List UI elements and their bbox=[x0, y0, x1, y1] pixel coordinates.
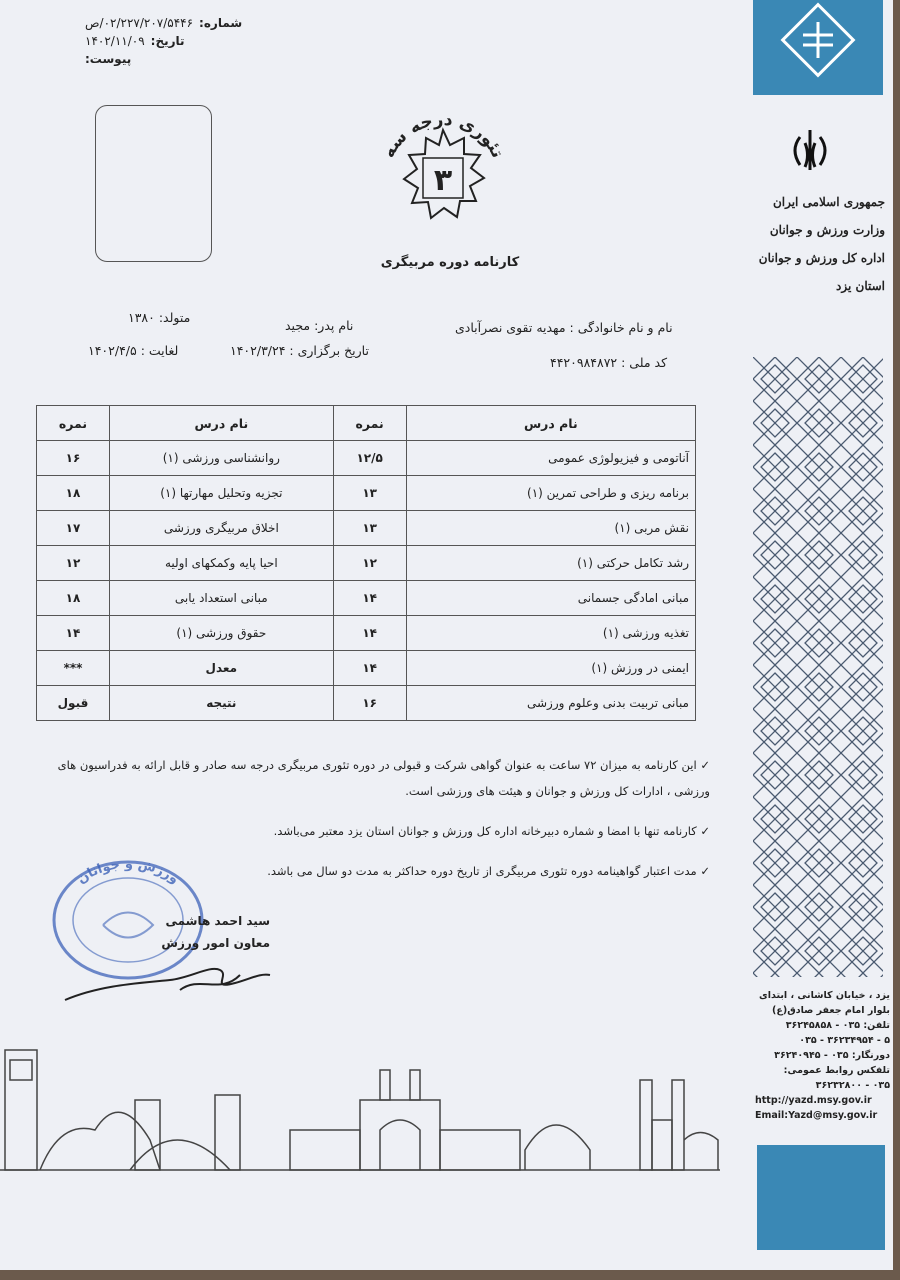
sidebar-bottom-block bbox=[757, 1145, 885, 1250]
course-name: روانشناسی ورزشی (۱) bbox=[110, 441, 334, 476]
ministry-line: اداره کل ورزش و جوانان bbox=[758, 251, 885, 265]
held-date-field bbox=[230, 343, 369, 358]
course-grade: ۱۴ bbox=[37, 616, 110, 651]
held-date-label: تاریخ برگزاری : bbox=[289, 343, 369, 358]
ministry-line: جمهوری اسلامی ایران bbox=[772, 195, 885, 209]
ministry-sidebar bbox=[745, 0, 893, 1270]
badge-grade-digit: ۳ bbox=[433, 163, 453, 198]
course-name: نقش مربی (۱) bbox=[406, 511, 695, 546]
header-grade-2: نمره bbox=[37, 406, 110, 441]
course-grade: ۱۶ bbox=[333, 686, 406, 721]
course-grade: ۱۴ bbox=[333, 651, 406, 686]
national-id-value: ۴۴۲۰۹۸۴۸۷۲ bbox=[550, 355, 618, 370]
born-field bbox=[128, 310, 190, 325]
table-row bbox=[37, 616, 696, 651]
course-grade: ۱۶ bbox=[37, 441, 110, 476]
number-label: شماره: bbox=[199, 16, 243, 30]
table-row bbox=[37, 686, 696, 721]
course-name: احیا پایه وکمکهای اولیه bbox=[110, 546, 334, 581]
course-name: برنامه ریزی و طراحی تمرین (۱) bbox=[406, 476, 695, 511]
course-grade: ۱۴ bbox=[333, 616, 406, 651]
course-grade: ۱۸ bbox=[37, 581, 110, 616]
national-id-field bbox=[550, 355, 667, 370]
email-link[interactable]: Email:Yazd@msy.gov.ir bbox=[755, 1110, 878, 1121]
table-row bbox=[37, 651, 696, 686]
ministry-name bbox=[745, 188, 885, 300]
course-name: ایمنی در ورزش (۱) bbox=[406, 651, 695, 686]
course-grade: قبول bbox=[37, 686, 110, 721]
course-grade: ۱۴ bbox=[333, 581, 406, 616]
website-link[interactable]: http://yazd.msy.gov.ir bbox=[755, 1095, 872, 1106]
letter-meta bbox=[85, 14, 285, 68]
course-name: آناتومی و فیزیولوژی عمومی bbox=[406, 441, 695, 476]
check-icon: ✓ bbox=[696, 758, 710, 772]
attachment-label: پیوست: bbox=[85, 52, 132, 66]
sidebar-top-block bbox=[753, 0, 883, 95]
course-name: مبانی تربیت بدنی وعلوم ورزشی bbox=[406, 686, 695, 721]
fax-line: دورنگار: ۰۳۵ - ۳۶۲۴۰۹۴۵ bbox=[774, 1050, 890, 1061]
handwritten-signature bbox=[60, 945, 280, 1005]
name-label: نام و نام خانوادگی : bbox=[569, 320, 673, 335]
course-grade: ۱۲ bbox=[37, 546, 110, 581]
header-grade-1: نمره bbox=[333, 406, 406, 441]
course-name: حقوق ورزشی (۱) bbox=[110, 616, 334, 651]
yazd-skyline-illustration bbox=[0, 1030, 740, 1180]
signatory-title: معاون امور ورزش bbox=[161, 936, 270, 950]
held-date-value: ۱۴۰۲/۳/۲۴ bbox=[230, 343, 286, 358]
course-grade: ۱۷ bbox=[37, 511, 110, 546]
name-value: مهدیه تقوی نصرآبادی bbox=[455, 320, 566, 335]
course-name: مبانی استعداد یابی bbox=[110, 581, 334, 616]
geometric-pattern bbox=[753, 357, 883, 977]
note-item: ✓ مدت اعتبار گواهینامه دوره تئوری مربیگری از تاریخ دوره حداکثر به مدت دو سال می باشد. bbox=[267, 864, 710, 878]
header-course-1: نام درس bbox=[406, 406, 695, 441]
ministry-line: وزارت ورزش و جوانان bbox=[769, 223, 885, 237]
phone-line: ۵ - ۳۶۲۳۴۹۵۴ - ۰۳۵ bbox=[799, 1035, 890, 1046]
course-grade: ۱۲ bbox=[333, 546, 406, 581]
date-label: تاریخ: bbox=[150, 34, 185, 48]
badge-arc-text bbox=[379, 110, 508, 161]
course-grade: ۱۳ bbox=[333, 511, 406, 546]
until-date-value: ۱۴۰۲/۴/۵ bbox=[88, 343, 137, 358]
date-value: ۱۴۰۲/۱۱/۰۹ bbox=[85, 34, 145, 48]
check-icon: ✓ bbox=[696, 824, 710, 838]
grades-table bbox=[36, 405, 696, 721]
stamp-label: ورزش و جوانان bbox=[74, 856, 182, 888]
iran-emblem-icon bbox=[785, 125, 835, 175]
course-name: تجزیه وتحلیل مهارتها (۱) bbox=[110, 476, 334, 511]
course-name: مبانی امادگی جسمانی bbox=[406, 581, 695, 616]
phone-line: تلفن: ۰۳۵ - ۳۶۲۴۵۸۵۸ bbox=[785, 1020, 890, 1031]
ministry-line: استان یزد bbox=[836, 279, 885, 293]
born-value: ۱۳۸۰ bbox=[128, 310, 155, 325]
badge-arc-label: تئوری درجه سه bbox=[378, 109, 508, 162]
check-icon: ✓ bbox=[696, 864, 710, 878]
address-line: یزد ، خیابان کاشانی ، ابتدای bbox=[759, 990, 890, 1001]
course-grade: *** bbox=[37, 651, 110, 686]
signatory-name: سید احمد هاشمی bbox=[165, 914, 270, 928]
header-course-2: نام درس bbox=[110, 406, 334, 441]
table-header-row bbox=[37, 406, 696, 441]
table-row bbox=[37, 581, 696, 616]
course-name: رشد تکامل حرکتی (۱) bbox=[406, 546, 695, 581]
course-name: تغذیه ورزشی (۱) bbox=[406, 616, 695, 651]
note-item: ✓ کارنامه تنها با امضا و شماره دبیرخانه اداره کل ورزش و جوانان استان یزد معتبر می‌باشد. bbox=[273, 824, 710, 838]
contact-info bbox=[755, 988, 890, 1123]
father-field bbox=[285, 318, 353, 333]
document-title: کارنامه دوره مربیگری bbox=[380, 255, 520, 270]
svg-text:ورزش و جوانان bbox=[75, 857, 182, 887]
father-value: مجید bbox=[285, 318, 311, 333]
course-grade: ۱۸ bbox=[37, 476, 110, 511]
until-date-field bbox=[88, 343, 178, 358]
address-line: بلوار امام جعفر صادق(ع) bbox=[772, 1005, 890, 1016]
course-name: نتیجه bbox=[110, 686, 334, 721]
photo-placeholder bbox=[95, 105, 212, 262]
table-row bbox=[37, 546, 696, 581]
number-value: ۰۲/۲۲۷/۲۰۷/۵۴۴۶/ص bbox=[85, 16, 194, 30]
born-label: متولد: bbox=[158, 310, 191, 325]
course-name: معدل bbox=[110, 651, 334, 686]
until-date-label: لغایت : bbox=[140, 343, 179, 358]
name-field bbox=[455, 320, 673, 335]
grade-badge bbox=[368, 100, 518, 250]
course-grade: ۱۳ bbox=[333, 476, 406, 511]
pr-number: ۰۳۵ - ۳۶۲۳۲۸۰۰ bbox=[815, 1080, 890, 1091]
kufic-logo-icon bbox=[753, 0, 883, 95]
father-label: نام پدر: bbox=[314, 318, 354, 333]
table-row bbox=[37, 441, 696, 476]
national-id-label: کد ملی : bbox=[621, 355, 668, 370]
table-row bbox=[37, 476, 696, 511]
pr-line: تلفکس روابط عمومی: bbox=[783, 1065, 890, 1076]
note-item: ✓ این کارنامه به میزان ۷۲ ساعت به عنوان گواهی شرکت و قبولی در دوره تئوری مربیگری درجه سه صادر و قابل ارائه به فدراسیون های ورزشی ، ادارات کل ورزش و جوانان و هیئت های ورزشی است. bbox=[57, 758, 710, 798]
table-row bbox=[37, 511, 696, 546]
course-grade: ۱۲/۵ bbox=[333, 441, 406, 476]
course-name: اخلاق مربیگری ورزشی bbox=[110, 511, 334, 546]
